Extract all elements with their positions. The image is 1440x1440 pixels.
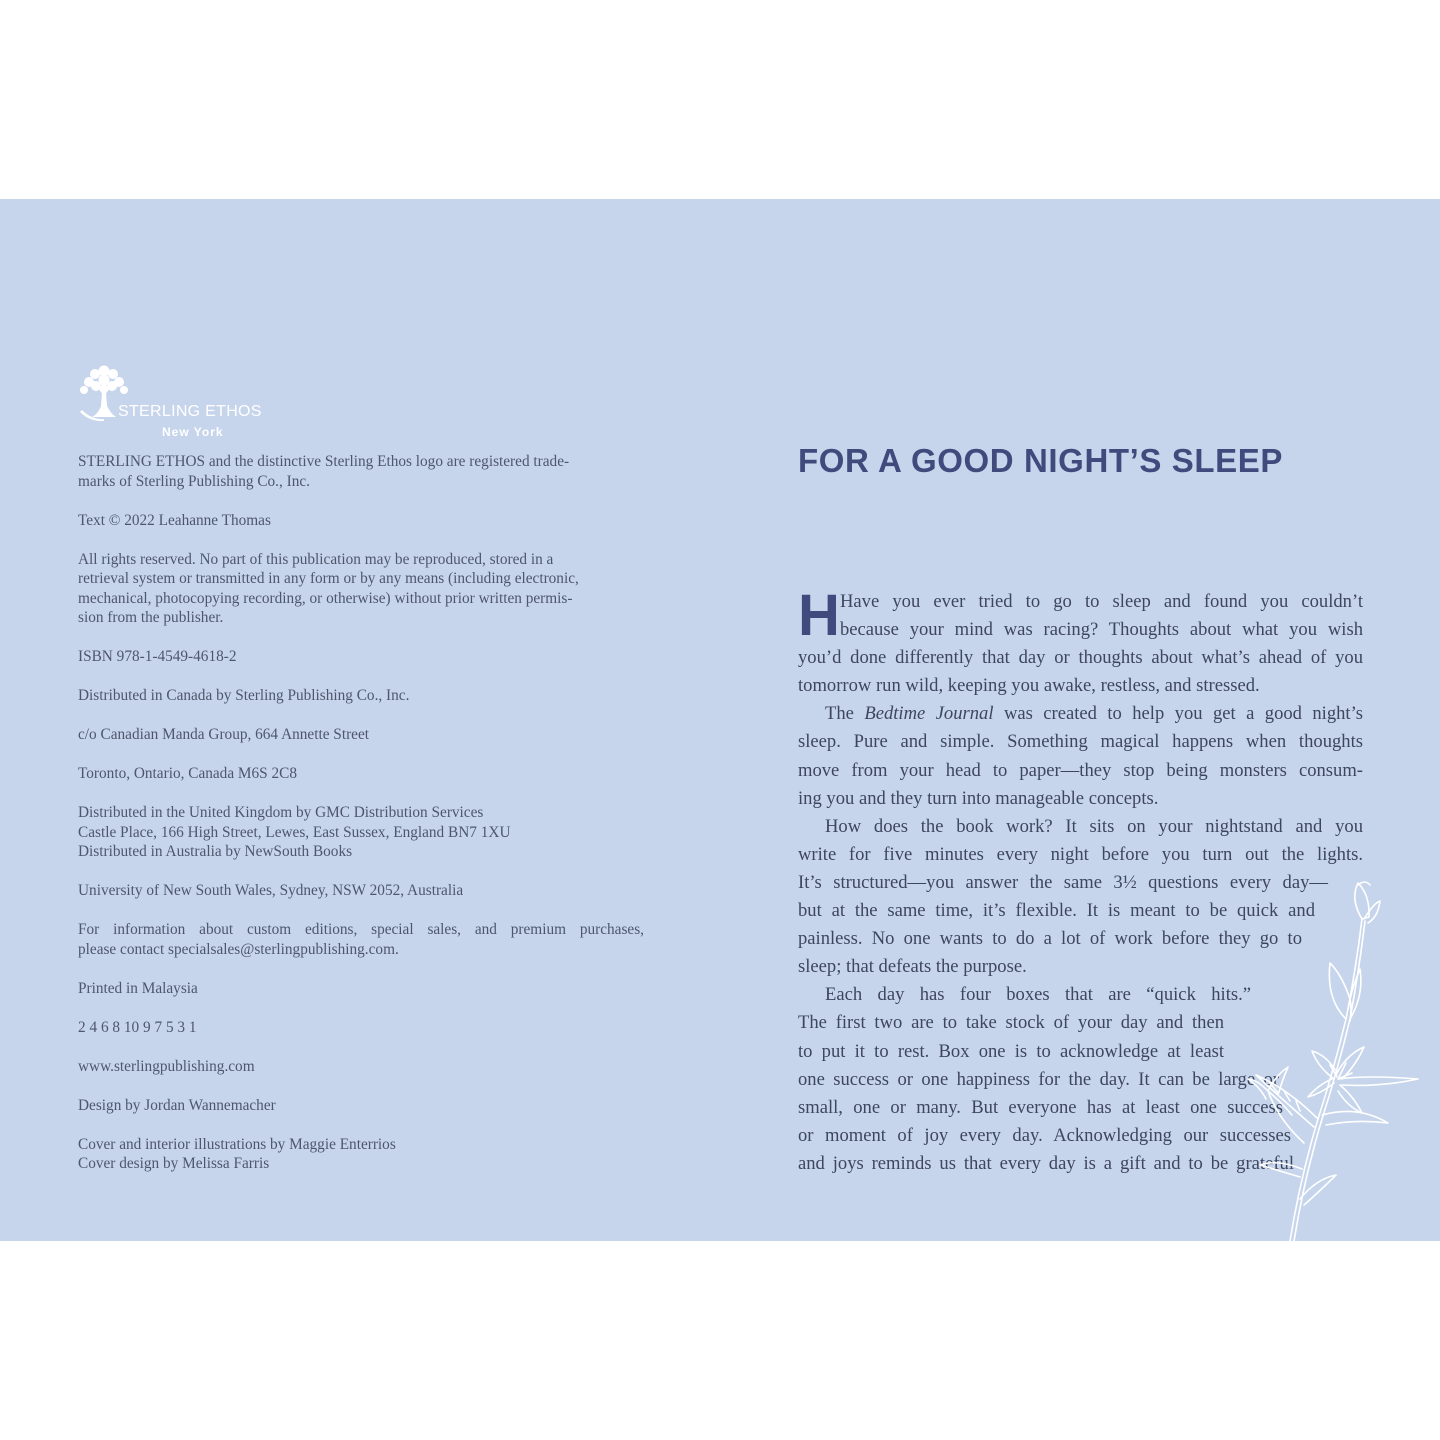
body-line: ing you and they turn into manageable concepts.	[798, 787, 1159, 809]
lily-illustration	[1238, 879, 1428, 1241]
copyright-block	[78, 452, 644, 1193]
copyright-line: University of New South Wales, Sydney, NSW 2052, Australia	[78, 882, 464, 899]
copyright-line: please contact specialsales@sterlingpublishing.com.	[78, 940, 399, 958]
body-line: Have you ever tried to go to sleep and found you couldn’t	[840, 591, 1363, 612]
body-line: sleep. Pure and simple. Something magical happens when thoughts	[798, 731, 1363, 753]
copyright-line: www.sterlingpublishing.com	[78, 1057, 255, 1075]
australia-address	[78, 881, 644, 901]
canada-address	[78, 725, 644, 745]
book-spread	[0, 199, 1440, 1241]
canada-distribution	[78, 686, 644, 706]
drop-cap: H	[798, 583, 840, 648]
printing-number-line	[78, 1018, 644, 1038]
body-line: painless. No one wants to do a lot of work before they go to	[798, 928, 1302, 950]
body-line: The first two are to take stock of your day and then	[798, 1012, 1224, 1034]
copyright-line: All rights reserved. No part of this publication may be reproduced, stored in a	[78, 550, 554, 568]
copyright-line: mechanical, photocopying recording, or otherwise) without prior written permis-	[78, 589, 573, 607]
body-word: was created to help you get a good night’s	[1003, 703, 1363, 725]
copyright-line: retrieval system or transmitted in any form or by any means (including electronic,	[78, 570, 579, 587]
copyright-line: Printed in Malaysia	[78, 979, 198, 997]
trademark-notice	[78, 452, 644, 491]
copyright-line: For information about custom editions, special sales, and premium purchases,	[78, 921, 644, 938]
isbn	[78, 647, 644, 667]
body-line: you’d done differently that day or thoughts about what’s ahead of you	[798, 647, 1363, 669]
copyright-line: c/o Canadian Manda Group, 664 Annette Street	[78, 726, 369, 743]
copyright-line: Distributed in the United Kingdom by GMC Distribution Services	[78, 804, 484, 821]
body-line: one success or one happiness for the day. It can be large or	[798, 1068, 1279, 1090]
logo-city: New York	[162, 425, 224, 439]
chapter-title: FOR A GOOD NIGHT’S SLEEP	[798, 442, 1283, 479]
body-line: or moment of joy every day. Acknowledging our successes	[798, 1124, 1291, 1146]
copyright-line: Distributed in Australia by NewSouth Books	[78, 843, 353, 860]
printed-in	[78, 979, 644, 999]
copyright-line: marks of Sterling Publishing Co., Inc.	[78, 472, 310, 490]
body-line	[798, 700, 1363, 728]
body-line: write for five minutes every night before you turn out the lights.	[798, 843, 1363, 865]
canada-city	[78, 764, 644, 784]
copyright-line: Distributed in Canada by Sterling Publishing Co., Inc.	[78, 687, 410, 704]
rights-notice	[78, 550, 644, 628]
copyright-line: Toronto, Ontario, Canada M6S 2C8	[78, 765, 298, 782]
body-line: It’s structured—you answer the same 3½ questions every day—	[798, 871, 1328, 893]
body-line: to put it to rest. Box one is to acknowledge at least	[798, 1040, 1224, 1062]
illustration-credits	[78, 1135, 644, 1174]
body-line: small, one or many. But everyone has at least one success	[798, 1096, 1283, 1118]
copyright-line: Cover and interior illustrations by Maggie Enterrios	[78, 1135, 396, 1153]
uk-australia-distribution	[78, 803, 644, 862]
body-word: The	[825, 703, 854, 725]
body-line: and joys reminds us that every day is a gift and to be grateful	[798, 1152, 1294, 1174]
special-sales-notice	[78, 920, 644, 959]
body-line: move from your head to paper—they stop being monsters consum-	[798, 759, 1363, 781]
book-title-italic: Bedtime Journal	[864, 703, 994, 725]
body-line: sleep; that defeats the purpose.	[798, 956, 1027, 978]
publisher-website	[78, 1057, 644, 1077]
body-line: How does the book work? It sits on your nightstand and you	[825, 815, 1363, 837]
body-line: Each day has four boxes that are “quick hits.”	[825, 984, 1251, 1006]
copyright-line: ISBN 978-1-4549-4618-2	[78, 648, 237, 665]
copyright-line: Design by Jordan Wannemacher	[78, 1096, 276, 1114]
copyright-line: 2 4 6 8 10 9 7 5 3 1	[78, 1018, 197, 1036]
design-credit	[78, 1096, 644, 1116]
copyright-line: Cover design by Melissa Farris	[78, 1155, 270, 1172]
sterling-ethos-logo	[78, 362, 288, 442]
copyright-line: STERLING ETHOS and the distinctive Sterling Ethos logo are registered trade-	[78, 453, 570, 470]
body-line: tomorrow run wild, keeping you awake, restless, and stressed.	[798, 675, 1260, 697]
copyright-line: sion from the publisher.	[78, 609, 224, 626]
text-copyright	[78, 511, 644, 531]
body-line: because your mind was racing? Thoughts about what you wish	[840, 619, 1363, 641]
body-line: but at the same time, it’s flexible. It is meant to be quick and	[798, 900, 1315, 922]
copyright-line: Castle Place, 166 High Street, Lewes, East Sussex, England BN7 1XU	[78, 823, 511, 841]
copyright-line: Text © 2022 Leahanne Thomas	[78, 511, 271, 529]
logo-name: STERLING ETHOS	[118, 403, 262, 420]
